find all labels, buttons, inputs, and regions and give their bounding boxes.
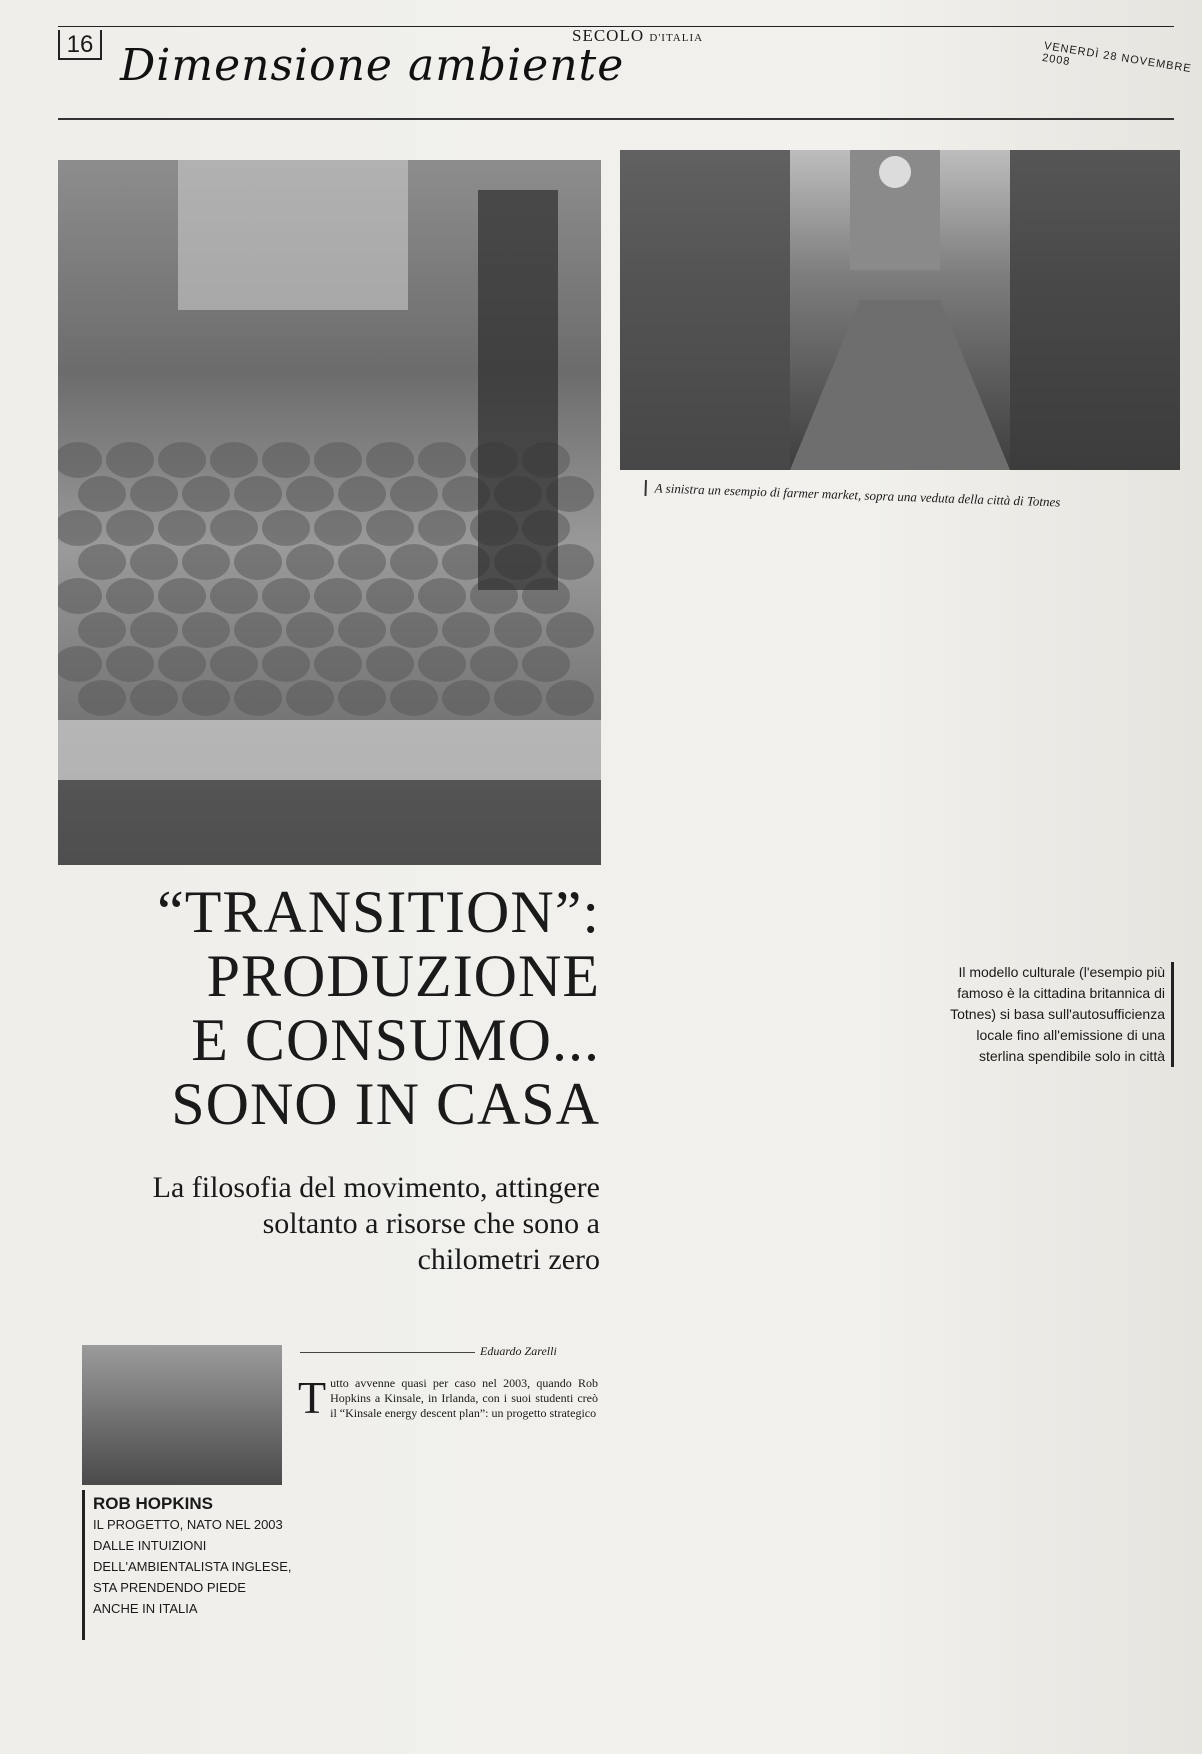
- profile-name: ROB HOPKINS: [93, 1494, 213, 1513]
- produce-item: [58, 646, 102, 682]
- produce-item: [130, 544, 178, 580]
- produce-item: [106, 646, 154, 682]
- produce-item: [418, 442, 466, 478]
- produce-item: [338, 612, 386, 648]
- produce-item: [182, 612, 230, 648]
- produce-item: [286, 544, 334, 580]
- produce-item: [314, 578, 362, 614]
- pull-quote: Il modello culturale (l'esempio più famoso è la cittadina britannica di Totnes) si basa sull'autosufficienza locale fino all'emissione di una sterlina spendibile solo in città: [940, 962, 1174, 1067]
- produce-item: [366, 442, 414, 478]
- produce-item: [338, 544, 386, 580]
- produce-item: [158, 510, 206, 546]
- produce-item: [366, 578, 414, 614]
- produce-item: [234, 680, 282, 716]
- masthead: [572, 26, 703, 46]
- produce-item: [210, 442, 258, 478]
- produce-item: [442, 680, 490, 716]
- produce-item: [234, 612, 282, 648]
- issue-date: VENERDÌ 28 NOVEMBRE 2008: [1041, 40, 1193, 76]
- produce-item: [286, 476, 334, 512]
- profile-description: IL PROGETTO, NATO NEL 2003 DALLE INTUIZIONI DELL'AMBIENTALISTA INGLESE, STA PRENDENDO PIEDE ANCHE IN ITALIA: [93, 1517, 292, 1616]
- profile-sidebar: [82, 1490, 293, 1640]
- author-byline: Eduardo Zarelli: [480, 1344, 557, 1358]
- produce-item: [158, 646, 206, 682]
- produce-item: [182, 544, 230, 580]
- article-column-2: [620, 540, 930, 1740]
- article-column-1: [298, 1372, 598, 1736]
- page-number: 16: [58, 30, 102, 60]
- produce-item: [546, 612, 594, 648]
- produce-item: [210, 646, 258, 682]
- author-rule: [300, 1352, 475, 1353]
- headline-line-1: “TRANSITION”:: [157, 879, 600, 945]
- masthead-name: SECOLO: [572, 26, 645, 45]
- produce-item: [522, 646, 570, 682]
- produce-item: [418, 510, 466, 546]
- produce-item: [390, 476, 438, 512]
- rob-hopkins-photo: [82, 1345, 282, 1485]
- farmer-market-illustration: [58, 160, 601, 865]
- produce-item: [286, 680, 334, 716]
- produce-item: [106, 578, 154, 614]
- produce-item: [182, 476, 230, 512]
- produce-item: [78, 680, 126, 716]
- produce-item: [470, 646, 518, 682]
- produce-item: [158, 442, 206, 478]
- totnes-street-illustration: [620, 150, 1180, 470]
- produce-item: [338, 680, 386, 716]
- produce-item: [494, 680, 542, 716]
- totnes-street-photo: [620, 150, 1180, 470]
- produce-item: [390, 680, 438, 716]
- drop-cap: T: [298, 1372, 327, 1423]
- produce-item: [234, 544, 282, 580]
- produce-item: [390, 612, 438, 648]
- photo-caption: A sinistra un esempio di farmer market, sopra una veduta della città di Totnes: [644, 480, 1174, 514]
- produce-item: [130, 680, 178, 716]
- produce-item: [262, 510, 310, 546]
- masthead-suffix: D'ITALIA: [649, 32, 704, 44]
- article-column-3: [945, 530, 1180, 950]
- farmer-market-photo: [58, 160, 601, 865]
- produce-item: [234, 476, 282, 512]
- produce-item: [58, 510, 102, 546]
- article-column-4: [945, 1130, 1180, 1740]
- produce-item: [262, 646, 310, 682]
- produce-item: [262, 578, 310, 614]
- produce-item: [366, 646, 414, 682]
- headline-line-3: E CONSUMO...: [191, 1007, 600, 1073]
- produce-item: [130, 612, 178, 648]
- produce-item: [106, 510, 154, 546]
- produce-item: [78, 476, 126, 512]
- produce-item: [78, 544, 126, 580]
- produce-item: [286, 612, 334, 648]
- produce-item: [494, 612, 542, 648]
- headline: [140, 880, 600, 1136]
- produce-item: [314, 510, 362, 546]
- produce-item: [418, 578, 466, 614]
- headline-line-4: SONO IN CASA: [171, 1071, 600, 1137]
- produce-item: [78, 612, 126, 648]
- produce-item: [182, 680, 230, 716]
- produce-item: [366, 510, 414, 546]
- produce-item: [106, 442, 154, 478]
- produce-item: [262, 442, 310, 478]
- produce-item: [418, 646, 466, 682]
- produce-item: [390, 544, 438, 580]
- produce-item: [210, 510, 258, 546]
- produce-item: [210, 578, 258, 614]
- headline-line-2: PRODUZIONE: [206, 943, 600, 1009]
- produce-item: [314, 646, 362, 682]
- article-text-1: utto avvenne quasi per caso nel 2003, quando Rob Hopkins a Kinsale, in Irlanda, con i suoi studenti creò il “Kinsale energy descent plan”: un progetto strategico: [330, 1376, 598, 1420]
- produce-item: [58, 578, 102, 614]
- produce-item: [158, 578, 206, 614]
- produce-item: [58, 442, 102, 478]
- header-bottom-rule: [58, 118, 1174, 120]
- section-title: Dimensione ambiente: [120, 40, 625, 91]
- produce-item: [546, 680, 594, 716]
- subtitle: La filosofia del movimento, attingere soltanto a risorse che sono a chilometri zero: [152, 1171, 600, 1276]
- produce-item: [130, 476, 178, 512]
- produce-item: [314, 442, 362, 478]
- produce-item: [442, 612, 490, 648]
- produce-item: [338, 476, 386, 512]
